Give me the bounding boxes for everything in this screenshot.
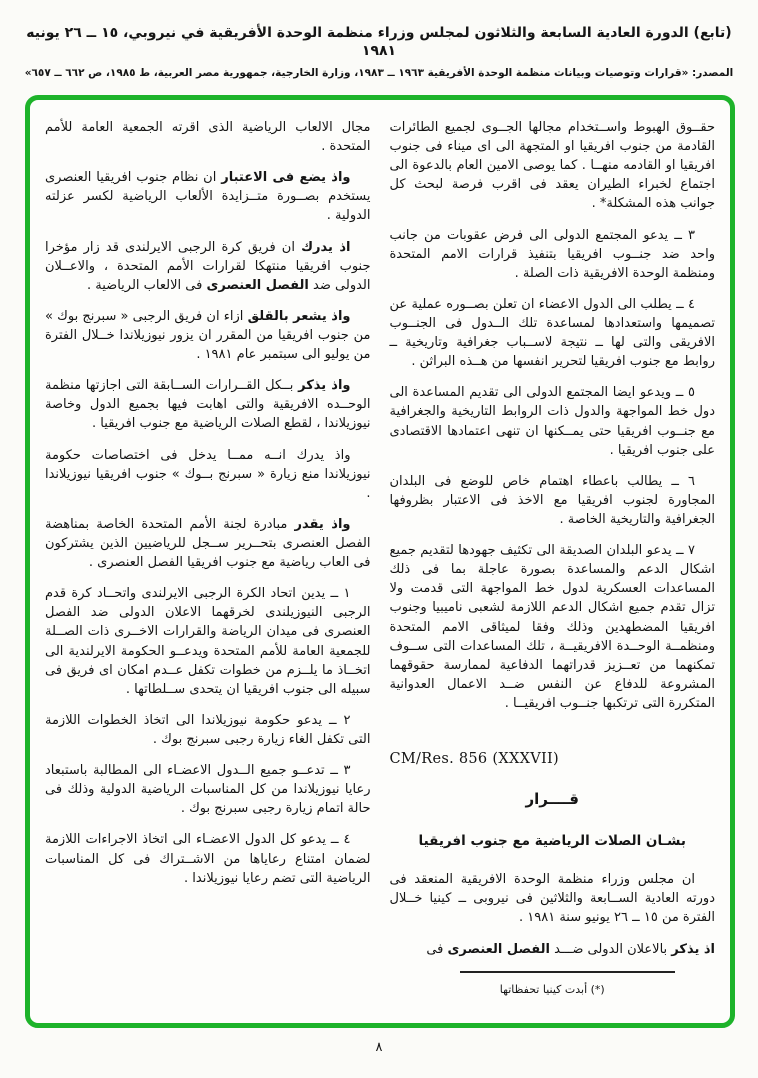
decision-heading: قــــرار xyxy=(525,790,579,809)
aware-paragraph: اذ يدرك ان فريق كرة الرجبى الايرلندى قد زار مؤخرا جنوب افريقيا منتهكا لقرارات الأمم المتحدة ، والاعــلان الدولى ضد الفصل العنصرى فى الالعاب الرياضية . xyxy=(45,239,371,293)
green-frame xyxy=(25,95,735,1028)
recalling-resolutions-paragraph: واذ يذكر بــكل القــرارات الســابقة التى اجازتها منظمة الوحــده الافريقية والتى اهابت فيها بجميع الدول وخاصة نيوزيلاندا ، لقطع الصلات الرياضية مع جنوب افريقيا . xyxy=(45,378,371,432)
subject-heading: بشـان الصلات الرياضية مع جنوب افريقيا xyxy=(418,833,686,850)
recognizing-paragraph: واذ يدرك انــه ممــا يدخل فى اختصاصات حكومة نيوزيلاندا منع زيارة « سبرنج بــوك » جنوب افريقيا نيوزيلاندا . xyxy=(45,447,371,501)
header-source-line: المصدر: «قرارات وتوصيات وبيانات منظمة الوحدة الأفريقية ١٩٦٣ ــ ١٩٨٣، وزارة الخارجية، جمهورية مصر العربية، ط ١٩٨٥، ص ٦٦٢ ــ ٦٥٧» xyxy=(24,67,734,80)
continuation-paragraph: مجال الالعاب الرياضية الذى اقرته الجمعية العامة للأمم المتحدة . xyxy=(45,120,371,155)
numbered-item-3: ٣ ــ تدعــو جميع الــدول الاعضـاء الى المطالبة باستبعاد رعايا نيوزيلاندا من كل المناسبات الرياضية الدولية وذلك فى حالة اتمام زيارة رجبى سبرنج بوك . xyxy=(45,763,371,817)
appreciating-paragraph: واذ يقدر مبادرة لجنة الأمم المتحدة الخاصة بمناهضة الفصل العنصرى بتحــرير ســجل للرياضيين الذين يشتركون فى العاب رياضية مع جنوب افريقيا الفصل العنصرى . xyxy=(45,516,371,571)
column-right xyxy=(390,118,716,997)
page-header xyxy=(10,24,748,79)
numbered-item-2: ٢ ــ يدعو حكومة نيوزيلاندا الى اتخاذ الخطوات اللازمة التى تكفل الغاء زيارة رجبى سبرنج بوك . xyxy=(45,712,371,747)
page-number: ٨ xyxy=(375,1040,383,1055)
column-left xyxy=(45,118,371,997)
numbered-item-4: ٤ ــ يدعو كل الدول الاعضـاء الى اتخاذ الاجراءات اللازمة لضمان امتناع رعاياها من الاشــتراك فى كل المناسبات الرياضية التى تضم رعايا نيوزيلاندا . xyxy=(45,832,371,886)
numbered-item-7: ٧ ــ يدعو البلدان الصديقة الى تكثيف جهودها لتقديم جميع اشكال الدعم والمساعدة بصورة عاجلة بما فى ذلك المساعدات العسكرية لدول خط المواجهة التى قدمت ولا تزال تقدم جميع اشكال الدعم اللازمة لشعبى ناميبيا وجنوب افريقيا المضطهدين وذلك وفقا لميثاقى الامم المتحدة ومنظمــة الوحــدة الافريقيــة ، تلك المساعدات التى ســوف تمكنهما من تعــزيز قدراتهما الدفاعية لممارسة حقوقهما المشروعة للدفاع عن النفس ضــد الاعمال العدوانية المتكررة التى ترتكبها جنــوب افريقيــا . xyxy=(389,543,715,711)
resolution-id: CM/Res. 856 (XXXVII) xyxy=(389,751,559,768)
numbered-item-5: ٥ ــ ويدعو ايضا المجتمع الدولى الى تقديم المساعدة الى دول خط المواجهة والدول ذات الروابط التاريخية والجغرافية مع جنــوب افريقيا حتى يمــكنها ان تنهى اعتمادها الاقتصادى على جنوب افريقيا . xyxy=(389,385,715,458)
concerned-paragraph: واذ يشعر بالقلق ازاء ان فريق الرجبى « سبرنج بوك » من جنوب افريقيا من المقرر ان يزور نيوزيلاندا خــلال الفترة من يوليو الى سبتمبر عام ١٩٨١ . xyxy=(45,308,371,363)
considering-paragraph: واذ يضع فى الاعتبار ان نظام جنوب افريقيا العنصرى يستخدم بصــورة متــزايدة الألعاب الرياضية لكسر عزلته الدولية . xyxy=(45,170,371,224)
numbered-item-6: ٦ ــ يطالب باعطاء اهتمام خاص للوضع فى البلدان المجاورة لجنوب افريقيا مع الاخذ فى الاعتبار بظروفها الجغرافية والتاريخية الخاصة . xyxy=(389,473,715,527)
header-session-title: (تابع) الدورة العادية السابعة والثلاثون لمجلس وزراء منظمة الوحدة الأفريقية في نيروبي، ١٥ ــ ٢٦ يونيه ١٩٨١ xyxy=(26,25,732,60)
recalling-paragraph: اذ يذكر بالاعلان الدولى ضـــد الفصل العنصرى فى xyxy=(426,941,715,957)
numbered-item-3: ٣ ــ يدعو المجتمع الدولى الى فرض عقوبات من جانب واحد ضد جنــوب افريقيا بتنفيذ قرارات الامم المتحدة ومنظمة الوحدة الافريقية ذات الصلة . xyxy=(389,227,715,281)
numbered-item-4: ٤ ــ يطلب الى الدول الاعضاء ان تعلن بصــوره عملية عن تصميمها واستعدادها لمساعدة تلك الــدول فى الجنــوب الافريقى والتى لها ــ نتيجة لاســباب جغرافية وتاريخية ــ روابط مع جنوب افريقيا لتحرير انفسها من هــذه البراثن . xyxy=(389,296,715,370)
continuation-paragraph: حقــوق الهبوط واســتخدام مجالها الجــوى لجميع الطائرات القادمة من جنوب افريقيا او المتجهة الى اى ميناء فى جنوب افريقيا او القادمه منهــا . كما يوصى الامين العام بالدعوة الى اجتماع لخبراء الطيران يعقد فى اقرب فرصة لبحث كل جوانب هذه المشكلة* . xyxy=(389,120,715,212)
numbered-item-1: ١ ــ يدين اتحاد الكرة الرجبى الايرلندى واتحــاد كرة قدم الرجبى النيوزيلندى لخرقهما الاعلان الدولى ضد الفصل العنصرى فى ميدان الرياضة والقرارات الاخــرى ذات الصــلة للجمعية العامة للأمم المتحدة ويدعــو الحكومة الايرلندية الى اتخــاذ ما يلــزم من خطوات تكفل عــدم امكان اى فريق فى سبيله الى جنوب افريقيا ان يتحدى ســلطاتها . xyxy=(45,586,371,697)
preamble-paragraph: ان مجلس وزراء منظمة الوحدة الافريقية المنعقد فى دورته العادية الســابعة والثلاثين فى نيروبى ــ كينيا خــلال الفترة من ١٥ ــ ٢٦ يونيو سنة ١٩٨١ . xyxy=(389,872,715,926)
footnote: (*) أبدت كينيا تحفظاتها xyxy=(390,971,716,998)
